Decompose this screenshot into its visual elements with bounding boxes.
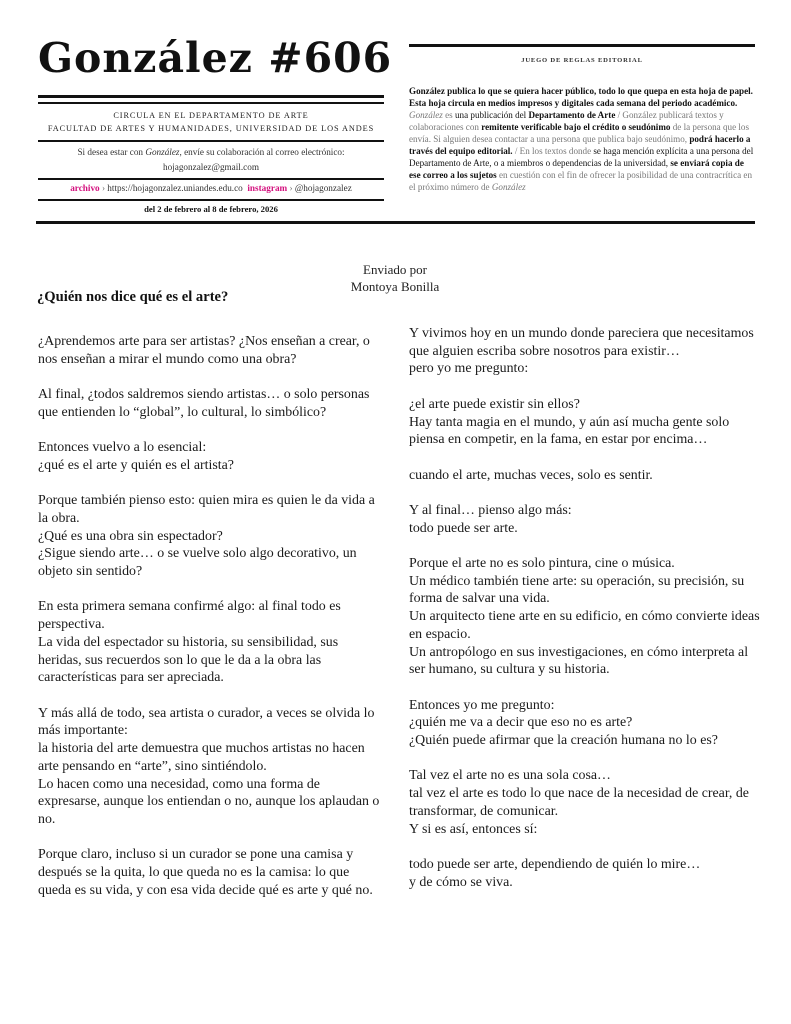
paragraph: En esta primera semana confirmé algo: al final todo es perspectiva. La vida del espectador su historia, su sensibilidad, sus heridas, sus recuerdos son lo que le da a la obra las características para ser apreciada.: [38, 599, 341, 686]
email-link[interactable]: hojagonzalez@gmail.com: [163, 162, 259, 172]
paragraph: Porque el arte no es solo pintura, cine o música. Un médico también tiene arte: su operación, su precisión, su forma de salvar una vida. Un arquitecto tiene arte en su edificio, en cómo convierte ideas en espacio. Un antropólogo en sus investigaciones, en cómo interpreta al ser humano, su cultura y su historia.: [409, 556, 760, 678]
article-left-column: [38, 333, 383, 917]
paragraph: Porque claro, incluso si un curador se pone una camisa y después se la quita, lo que queda no es la camisa: lo que queda es su vida, y con esa vida decide qué es arte y qué no.: [38, 847, 373, 898]
editorial-heading: JUEGO DE REGLAS EDITORIAL: [521, 57, 643, 64]
editorial-s7: remitente verificable bajo el crédito o seudónimo: [481, 122, 671, 132]
masthead-rule-1: [38, 95, 384, 98]
byline-label: Enviado por: [363, 262, 427, 277]
archive-label: archivo: [70, 183, 100, 193]
byline: [280, 262, 510, 295]
paragraph: ¿Aprendemos arte para ser artistas? ¿Nos enseñan a crear, o nos enseñan a mirar el mundo como una obra?: [38, 334, 370, 367]
editorial-s15: en cuestión con el fin de ofrecer la posibilidad de una contracrítica en el próximo número de: [409, 170, 752, 192]
contact-line: [38, 148, 384, 157]
editorial-s10: podrá hacerlo a través del equipo editorial.: [409, 134, 751, 156]
article-title: ¿Quién nos dice qué es el arte?: [37, 289, 229, 305]
editorial-s8: de la persona que los envía. Si alguien desea contactar a una persona: [409, 122, 750, 144]
instagram-separator: ›: [287, 183, 295, 193]
editorial-s16: González: [491, 182, 526, 192]
paragraph: Y más allá de todo, sea artista o curador, a veces se olvida lo más importante: la historia del arte demuestra que muchos artistas no hacen arte pensando en “arte”, sino sintiéndolo. Lo hacen como una necesidad, como una forma de expresarse, aunque los entiendan o no, aunque los aplaudan o no.: [38, 705, 380, 827]
masthead-rule-2: [38, 102, 384, 104]
editorial-s1: González publica lo que se quiera hacer público, todo lo que quepa en esta hoja de papel. Esta hoja circula en medios impresos y digitales cada semana del periodo académico.: [409, 86, 753, 108]
editorial-s6: / González publicará textos y colaboraciones con: [409, 110, 724, 132]
masthead-rule-3: [38, 140, 384, 142]
instagram-label: instagram: [247, 183, 288, 193]
paragraph: Entonces vuelvo a lo esencial: ¿qué es el arte y quién es el artista?: [38, 440, 234, 473]
contact-email: [38, 163, 384, 172]
header-bottom-rule: [36, 221, 755, 224]
contact-post: , envíe su colaboración al correo electrónico:: [179, 147, 345, 157]
editorial-s9: que publica bajo seudónimo,: [580, 134, 690, 144]
instagram-link[interactable]: @hojagonzalez: [294, 183, 352, 193]
editorial-text: [409, 85, 755, 193]
masthead-rule-4: [38, 178, 384, 180]
editorial-top-rule: [409, 44, 755, 47]
masthead-faculty-line: FACULTAD DE ARTES Y HUMANIDADES, UNIVERSIDAD DE LOS ANDES: [47, 124, 375, 133]
byline-author: Montoya Bonilla: [350, 278, 440, 294]
paragraph: cuando el arte, muchas veces, solo es sentir.: [409, 467, 653, 483]
paragraph: Y vivimos hoy en un mundo donde pareciera que necesitamos que alguien escriba sobre nosotros para existir… pero yo me pregunto:: [409, 326, 754, 377]
masthead-circulation-line: CIRCULA EN EL DEPARTAMENTO DE ARTE: [113, 111, 309, 120]
paragraph: Porque también pienso esto: quien mira es quien le da vida a la obra. ¿Qué es una obra sin espectador? ¿Sigue siendo arte… o se vuelve solo algo decorativo, un objeto sin sentido?: [38, 493, 375, 580]
editorial-s12: se haga mención explícita a una persona del Departamento de Arte, o a miembros o dependencias de la universidad,: [409, 146, 754, 168]
issue-dates: del 2 de febrero al 8 de febrero, 2026: [144, 204, 278, 214]
editorial-s3: es: [442, 110, 453, 120]
paragraph: ¿el arte puede existir sin ellos? Hay tanta magia en el mundo, y aún así mucha gente solo piensa en competir, en la fama, en estar por encima…: [409, 396, 730, 448]
archive-separator: ›: [99, 183, 108, 193]
contact-pre: Si desea estar con: [77, 147, 146, 157]
archive-link[interactable]: https://hojagonzalez.uniandes.edu.co: [107, 183, 243, 193]
paragraph: Y al final… pienso algo más: todo puede ser arte.: [409, 502, 572, 536]
editorial-s5: Departamento de Arte: [528, 110, 616, 120]
paragraph: todo puede ser arte, dependiendo de quién lo mire… y de cómo se viva.: [409, 856, 701, 890]
contact-name: González: [145, 147, 180, 157]
paragraph: Tal vez el arte no es una sola cosa… tal vez el arte es todo lo que nace de la necesidad de crear, de transformar, de comunicar. Y si es así, entonces sí:: [409, 768, 749, 837]
paragraph: Entonces yo me pregunto: ¿quién me va a decir que eso no es arte? ¿Quién puede afirmar que la creación humana no lo es?: [409, 697, 718, 749]
editorial-s14: se enviará copia de ese correo a los sujetos: [409, 158, 744, 180]
editorial-s4: una publicación del: [452, 110, 529, 120]
article-right-column: [409, 325, 764, 909]
masthead-rule-5: [38, 199, 384, 201]
editorial-s2: González: [409, 110, 443, 120]
masthead-title: González #606: [38, 34, 393, 82]
editorial-s11: / En los textos donde: [512, 146, 594, 156]
paragraph: Al final, ¿todos saldremos siendo artistas… o solo personas que entienden lo “global”, lo cultural, lo simbólico?: [38, 387, 370, 420]
links-line: [38, 184, 384, 193]
